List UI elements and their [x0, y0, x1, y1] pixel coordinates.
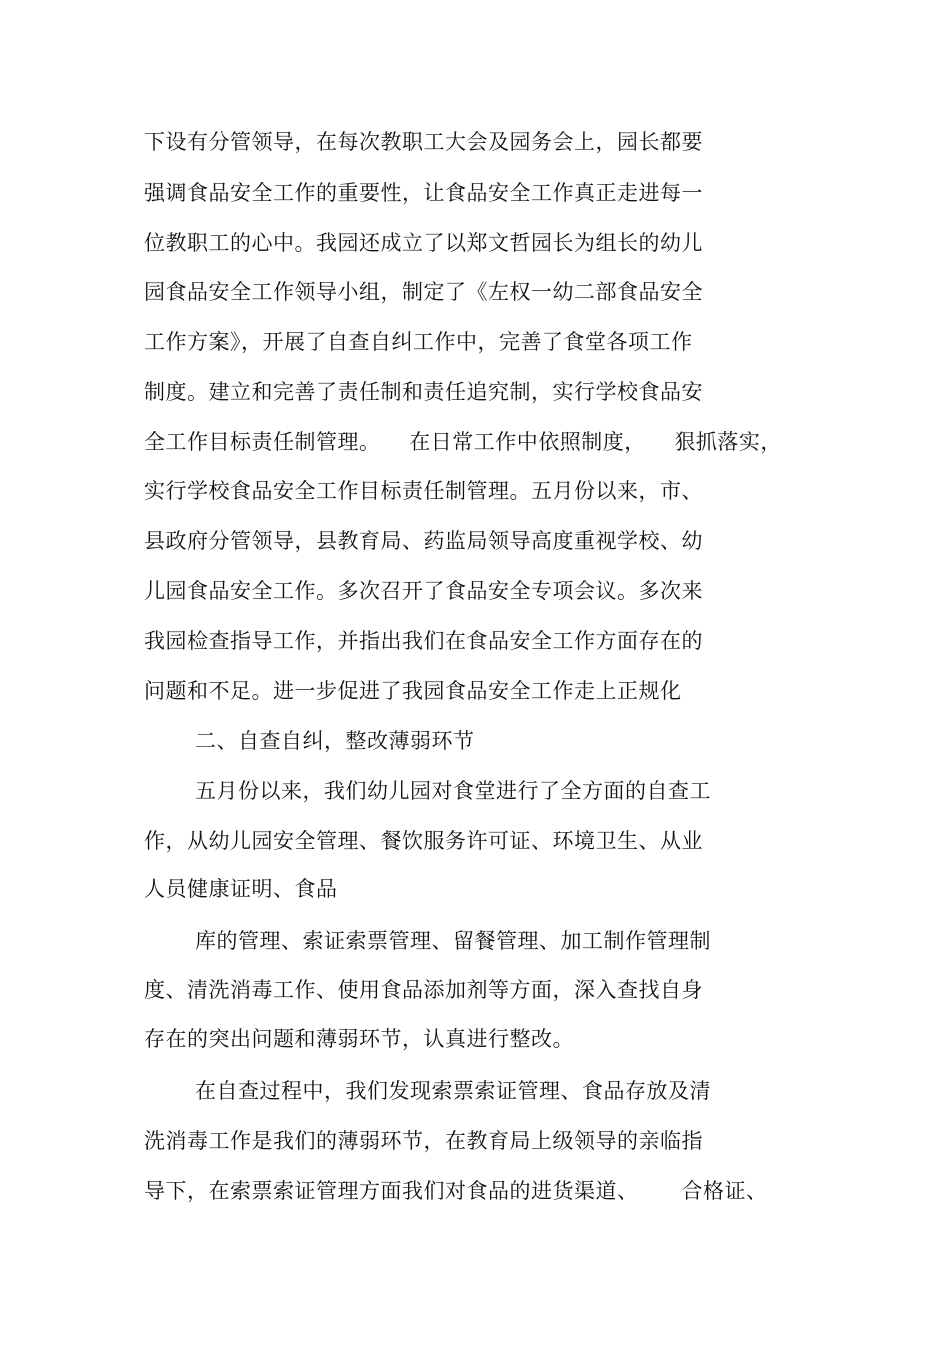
text-line-7: 全工作目标责任制管理。 在日常工作中依照制度， 狠抓落实， [144, 430, 782, 454]
text-line-12: 问题和不足。进一步促进了我园食品安全工作走上正规化 [144, 679, 682, 703]
section-heading: 二、自查自纠，整改薄弱环节 [195, 729, 475, 753]
text-line-17: 库的管理、索证索票管理、留餐管理、加工制作管理制 [195, 929, 711, 953]
text-line-11: 我园检查指导工作，并指出我们在食品安全工作方面存在的 [144, 629, 703, 653]
text-line-18: 度、清洗消毒工作、使用食品添加剂等方面，深入查找自身 [144, 978, 703, 1002]
text-line-8: 实行学校食品安全工作目标责任制管理。五月份以来，市、 [144, 479, 703, 503]
text-line-3: 位教职工的心中。我园还成立了以郑文哲园长为组长的幼儿 [144, 231, 703, 255]
text-line-1: 下设有分管领导，在每次教职工大会及园务会上，园长都要 [144, 130, 703, 154]
text-line-21: 洗消毒工作是我们的薄弱环节，在教育局上级领导的亲临指 [144, 1129, 703, 1153]
text-line-2: 强调食品安全工作的重要性，让食品安全工作真正走进每一 [144, 181, 703, 205]
text-line-10: 儿园食品安全工作。多次召开了食品安全专项会议。多次来 [144, 579, 703, 603]
text-line-22: 导下，在索票索证管理方面我们对食品的进货渠道、 合格证、 [144, 1179, 768, 1203]
text-line-5: 工作方案》，开展了自查自纠工作中，完善了食堂各项工作 [144, 330, 693, 354]
text-line-16: 人员健康证明、食品 [144, 877, 338, 901]
text-line-4: 园食品安全工作领导小组，制定了《左权一幼二部食品安全 [144, 280, 703, 304]
text-line-14: 五月份以来，我们幼儿园对食堂进行了全方面的自查工 [195, 779, 711, 803]
text-line-20: 在自查过程中，我们发现索票索证管理、食品存放及清 [195, 1079, 711, 1103]
text-line-19: 存在的突出问题和薄弱环节，认真进行整改。 [144, 1027, 574, 1051]
text-line-9: 县政府分管领导，县教育局、药监局领导高度重视学校、幼 [144, 529, 703, 553]
text-line-6: 制度。建立和完善了责任制和责任追究制，实行学校食品安 [144, 380, 703, 404]
text-line-15: 作，从幼儿园安全管理、餐饮服务许可证、环境卫生、从业 [144, 829, 703, 853]
